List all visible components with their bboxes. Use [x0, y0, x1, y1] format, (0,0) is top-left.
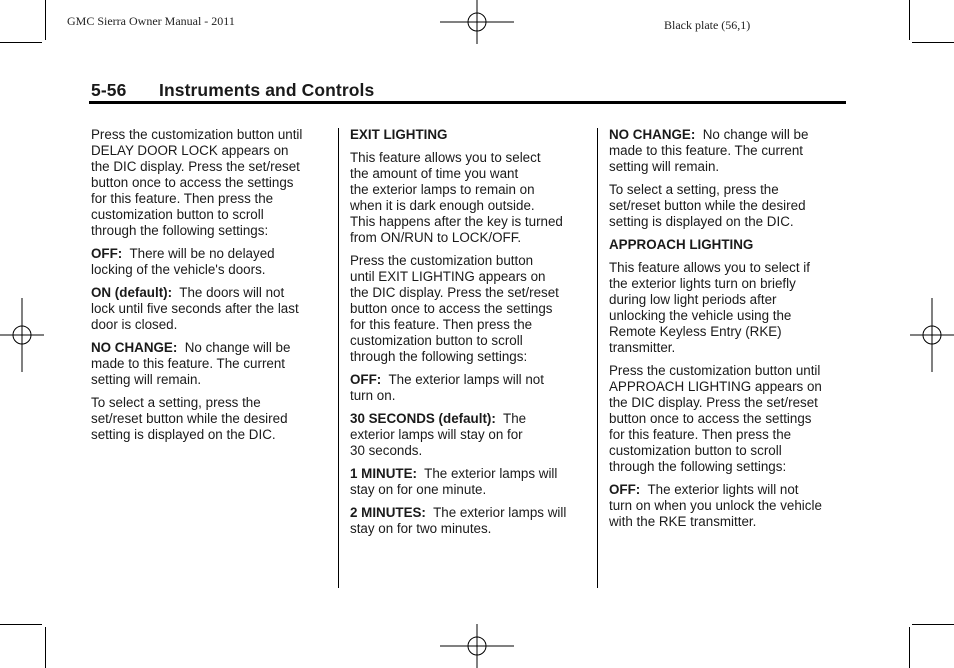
plate-label: Black plate (56,1) — [664, 18, 751, 32]
setting-off: OFF: There will be no delayed locking of the vehicle's doors. — [91, 246, 275, 277]
subheading-exit-lighting: EXIT LIGHTING — [350, 127, 448, 142]
paragraph: This feature allows you to select if the exterior lights turn on briefly during low light periods after unlocking the vehicle using the Remote Keyless Entry (RKE) transmitter. — [609, 260, 810, 355]
crop-mark — [909, 627, 910, 668]
registration-mark-right — [910, 298, 954, 372]
setting-off: OFF: The exterior lights will not turn on when you unlock the vehicle with the RKE transmitter. — [609, 482, 822, 529]
crop-mark — [912, 624, 954, 625]
term: ON (default): — [91, 285, 173, 300]
paragraph: To select a setting, press the set/reset button while the desired setting is displayed on the DIC. — [609, 182, 806, 229]
term: 30 SECONDS (default): — [350, 411, 496, 426]
registration-mark-left — [0, 298, 44, 372]
term: NO CHANGE: — [609, 127, 696, 142]
paragraph: Press the customization button until DELAY DOOR LOCK appears on the DIC display. Press the set/reset button once to access the settings for this feature. Then press the customization button to scroll through the following settings: — [91, 127, 303, 238]
column-1 — [91, 127, 331, 450]
column-divider — [338, 128, 339, 588]
term: OFF: — [91, 246, 123, 261]
column-3 — [609, 127, 849, 537]
term: 2 MINUTES: — [350, 505, 426, 520]
setting-2-minutes: 2 MINUTES: The exterior lamps will stay on for two minutes. — [350, 505, 567, 536]
heading-rule — [89, 101, 846, 104]
column-2 — [350, 127, 590, 544]
setting-no-change: NO CHANGE: No change will be made to this feature. The current setting will remain. — [609, 127, 809, 174]
setting-off: OFF: The exterior lamps will not turn on. — [350, 372, 544, 403]
term: OFF: — [350, 372, 382, 387]
crop-mark — [45, 627, 46, 668]
crop-mark — [909, 0, 910, 40]
paragraph: Press the customization button until APPROACH LIGHTING appears on the DIC display. Press the set/reset button once to access the settings for this feature. Then press the customization button to scroll through the following settings: — [609, 363, 822, 474]
subheading-approach-lighting: APPROACH LIGHTING — [609, 237, 754, 252]
section-heading — [91, 80, 374, 101]
manual-title: GMC Sierra Owner Manual - 2011 — [67, 14, 235, 28]
term: OFF: — [609, 482, 641, 497]
paragraph: To select a setting, press the set/reset button while the desired setting is displayed on the DIC. — [91, 395, 288, 442]
column-divider — [597, 128, 598, 588]
setting-1-minute: 1 MINUTE: The exterior lamps will stay on for one minute. — [350, 466, 558, 497]
registration-mark-top — [440, 0, 514, 44]
setting-30-seconds: 30 SECONDS (default): The exterior lamps will stay on for 30 seconds. — [350, 411, 527, 458]
paragraph: Press the customization button until EXIT LIGHTING appears on the DIC display. Press the set/reset button once to access the settings for this feature. Then press the customization button to scroll through the following settings: — [350, 253, 559, 364]
section-number: 5-56 — [91, 80, 127, 100]
section-title: Instruments and Controls — [159, 80, 375, 100]
term: NO CHANGE: — [91, 340, 178, 355]
registration-mark-bottom — [440, 624, 514, 668]
crop-mark — [0, 42, 42, 43]
setting-no-change: NO CHANGE: No change will be made to this feature. The current setting will remain. — [91, 340, 291, 387]
setting-on: ON (default): The doors will not lock until five seconds after the last door is closed. — [91, 285, 299, 332]
crop-mark — [912, 42, 954, 43]
paragraph: This feature allows you to select the amount of time you want the exterior lamps to remain on when it is dark enough outside. This happens after the key is turned from ON/RUN to LOCK/OFF. — [350, 150, 563, 245]
crop-mark — [0, 624, 42, 625]
term: 1 MINUTE: — [350, 466, 417, 481]
crop-mark — [45, 0, 46, 40]
